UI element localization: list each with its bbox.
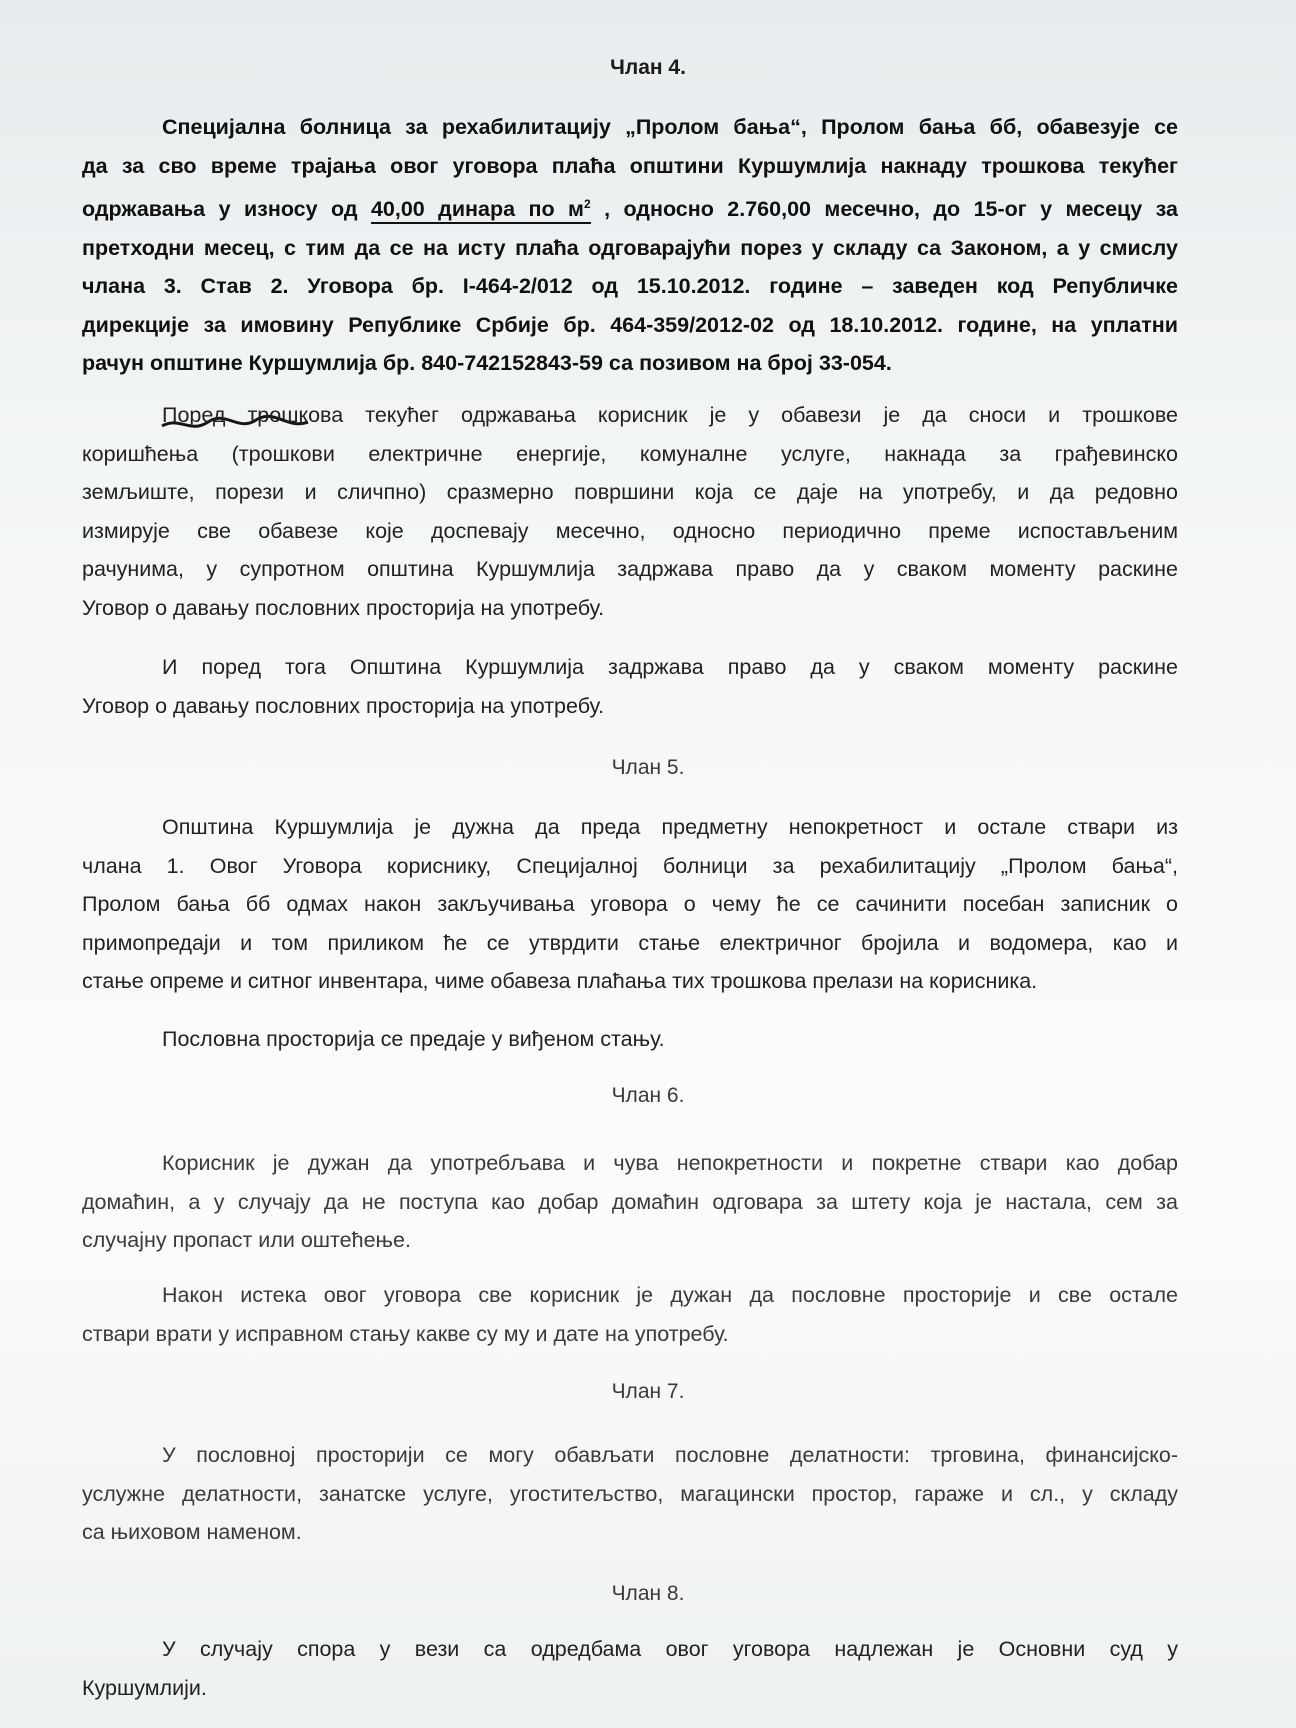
text-line: Поред трошкова текућег одржавања корисник је у обавези је да сноси и трошкове xyxy=(162,403,1178,427)
paragraph-termination-right xyxy=(82,648,1178,725)
section-heading-clan6: Члан 6. xyxy=(611,1084,685,1107)
text-line: Куршумлији. xyxy=(82,1675,207,1700)
text-line: У пословној просторији се могу обављати пословне делатности: трговина, финансијско- xyxy=(162,1443,1178,1467)
text-line: ствари врати у исправном стању какве су му и дате на употребу. xyxy=(82,1321,729,1346)
underlined-amount xyxy=(371,197,591,224)
text-line: рачун општине Куршумлија бр. 840-742152843-59 са позивом на број 33-054. xyxy=(82,351,892,376)
text-line: Након истека овог уговора све корисник је дужан да пословне просторије и све остале xyxy=(162,1283,1178,1307)
text-line: стање опреме и ситног инвентара, чиме обавеза плаћања тих трошкова прелази на корисника. xyxy=(82,969,1038,993)
text-line: Општина Куршумлија је дужна да преда предметну непокретност и остале ствари из xyxy=(162,815,1178,839)
text-line: члана 3. Став 2. Уговора бр. I-464-2/012 од 15.10.2012. године – заведен код Републичке xyxy=(82,274,1178,299)
text-segment: 40,00 динара по м xyxy=(370,197,584,222)
paragraph-dispute xyxy=(82,1630,1178,1707)
paragraph-usage-costs xyxy=(82,396,1178,627)
text-line: земљиште, порези и сличпно) сразмерно површини која се даје на употребу, и да редовно xyxy=(82,480,1178,504)
text-line: случајну пропаст или оштећење. xyxy=(82,1228,411,1252)
text-line: дирекције за имовину Републике Србије бр. 464-359/2012-02 од 18.10.2012. године, на уплатни xyxy=(82,312,1178,337)
text-line: У случају спора у вези са одредбама овог уговора надлежан је Основни суд у xyxy=(162,1637,1178,1661)
paragraph-maintenance-fee xyxy=(82,108,1178,383)
text-segment: , односно 2.760,00 месечно, до 15-ог у месецу за xyxy=(590,197,1178,222)
text-line: Пролом бања бб одмах након закључивања уговора о чему ће се сачинити посебан записник о xyxy=(82,892,1178,916)
section-heading-clan5: Члан 5. xyxy=(611,756,685,779)
text-line: Специјална болница за рехабилитацију „Пролом бања“, Пролом бања бб, обавезује се xyxy=(162,115,1178,139)
section-heading-clan8: Члан 8. xyxy=(611,1582,685,1605)
text-line: Пословна просторија се предаје у виђеном стању. xyxy=(162,1027,665,1051)
paragraph-condition xyxy=(82,1020,1178,1059)
superscript: 2 xyxy=(583,197,591,211)
text-line xyxy=(82,185,1178,229)
text-line: да за сво време трајања овог уговора плаћа општини Куршумлија накнаду трошкова текућег xyxy=(82,153,1178,178)
text-line: услужне делатности, занатске услуге, угоститељство, магацински простор, гараже и сл., у складу xyxy=(82,1481,1178,1506)
text-line: И поред тога Општина Куршумлија задржава право да у сваком моменту раскине xyxy=(162,655,1178,679)
text-segment: одржавања у износу од xyxy=(82,197,371,222)
text-line: са њиховом наменом. xyxy=(82,1520,302,1544)
paragraph-return xyxy=(82,1276,1178,1353)
paragraph-handover xyxy=(82,808,1178,1001)
text-line: Уговор о давању пословних просторија на употребу. xyxy=(82,595,605,620)
text-line: члана 1. Овог Уговора кориснику, Специјалној болници за рехабилитацију „Пролом бања“, xyxy=(82,853,1178,878)
text-line: рачунима, у супротном општина Куршумлија задржава право да у сваком моменту раскине xyxy=(82,557,1178,581)
text-line: Корисник је дужан да употребљава и чува непокретности и покретне ствари као добар xyxy=(162,1151,1178,1175)
text-line: Уговор о давању пословних просторија на употребу. xyxy=(82,693,605,718)
text-line: претходни месец, с тим да се на исту плаћа одговарајући порез у складу са Законом, а у смислу xyxy=(82,235,1178,260)
paragraph-activities xyxy=(82,1436,1178,1552)
paragraph-user-duty xyxy=(82,1144,1178,1260)
section-heading-clan4: Члан 4. xyxy=(610,56,686,79)
section-heading-clan7: Члан 7. xyxy=(611,1380,685,1403)
text-line: примопредаји и том приликом ће се утврдити стање електричног бројила и водомера, као и xyxy=(82,930,1178,955)
text-line: измирује све обавезе које доспевају месечно, односно периодично преме испостављеним xyxy=(82,518,1178,543)
text-line: коришћења (трошкови електричне енергије, комуналне услуге, накнада за грађевинско xyxy=(82,441,1178,466)
text-line: домаћин, а у случају да не поступа као добар домаћин одговара за штету која је настала, сем за xyxy=(82,1189,1178,1214)
